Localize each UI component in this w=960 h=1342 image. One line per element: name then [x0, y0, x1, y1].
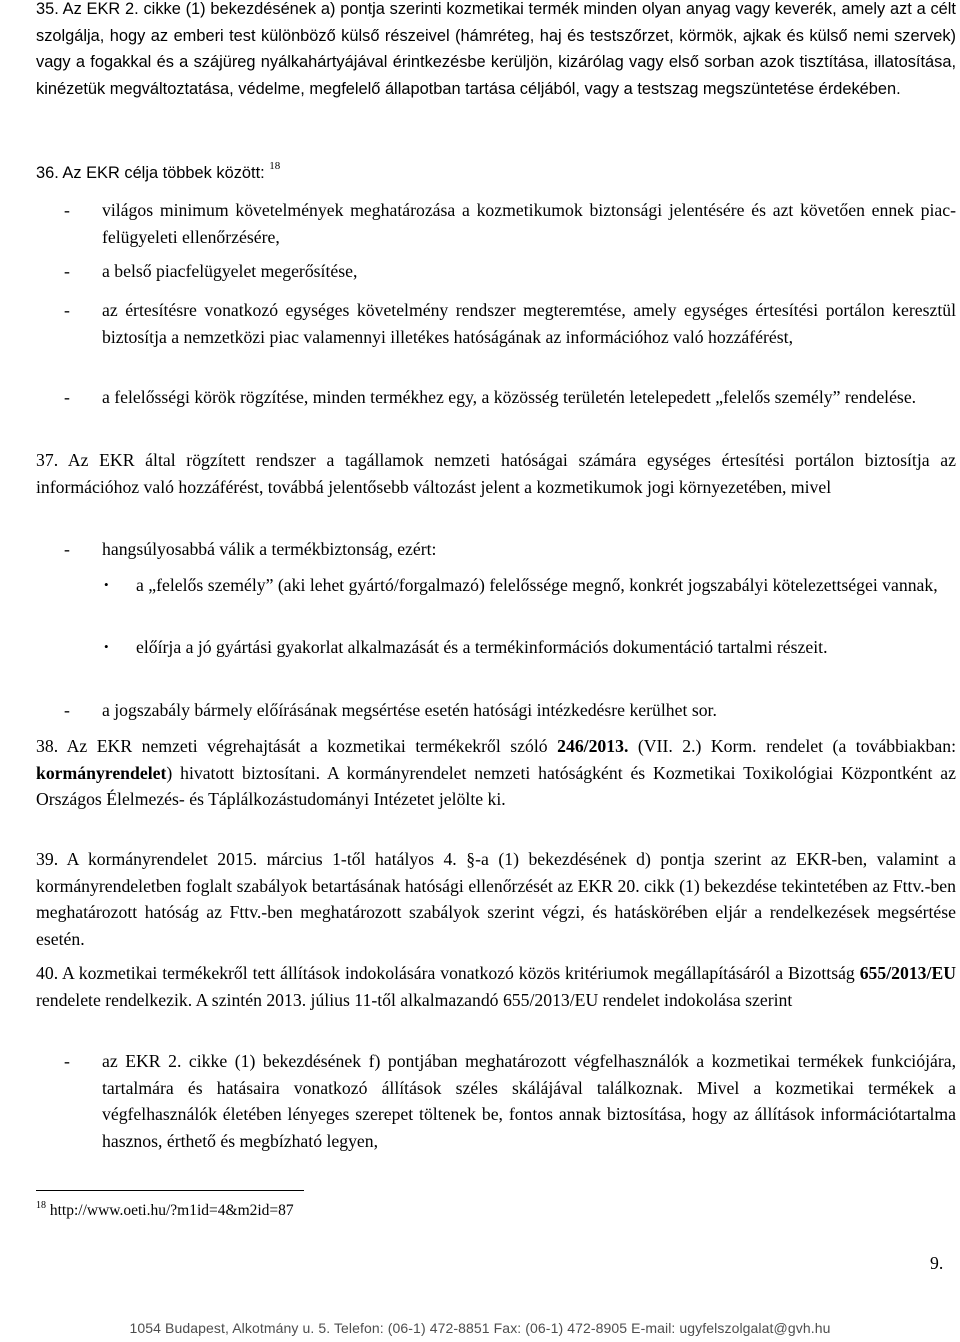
- dash-marker: -: [64, 300, 70, 320]
- footnote-divider: [36, 1190, 304, 1191]
- list-item-text: a jogszabály bármely előírásának megsértése esetén hatósági intézkedésre kerülhet sor.: [102, 700, 717, 720]
- list-item-text: hangsúlyosabbá válik a termékbiztonság, ezért:: [102, 539, 437, 559]
- footnote-link[interactable]: http://www.oeti.hu/?m1id=4&m2id=87: [49, 1202, 294, 1219]
- dash-marker: -: [64, 261, 70, 281]
- bullet-item: [104, 634, 956, 661]
- list-item: [66, 258, 956, 285]
- dash-marker: -: [64, 1051, 70, 1071]
- list-item: [66, 197, 956, 250]
- list-item-text: világos minimum követelmények meghatározása a kozmetikumok biztonsági jelentésére és azt követően ennek piac-felügyeleti ellenőrzésére,: [102, 200, 956, 247]
- list-item-text: az EKR 2. cikke (1) bekezdésének f) pontjában meghatározott végfelhasználók a kozmetikai termékek funkciójára, tartalmára és hatásaira vonatkozó állítások széles skálájával találkoznak. Mivel a kozmetikai termékek a végfelhasználók életében lényeges szerepet töltenek be, fontos annak biztosítása, hogy az állítások információtartalma hasznos, érthető és megbízható legyen,: [102, 1051, 956, 1151]
- decree-number: 246/2013.: [557, 736, 629, 756]
- bullet-marker: •: [104, 639, 109, 654]
- bullet-item-text: a „felelős személy” (aki lehet gyártó/forgalmazó) felelőssége megnő, konkrét jogszabályi kötelezettségei vannak,: [136, 575, 938, 595]
- page-number: 9.: [930, 1253, 944, 1273]
- paragraph-37-text: 37. Az EKR által rögzített rendszer a tagállamok nemzeti hatóságai számára egységes értesítési portálon biztosítja az információhoz való hozzáférést, továbbá jelentősebb változást jelent a kozmetikumok jogi környezetében, mivel: [36, 450, 956, 497]
- list-item: [66, 384, 956, 411]
- paragraph-38-text-c: (VII. 2.) Korm. rendelet (a továbbiakban:: [637, 736, 956, 756]
- paragraph-35-text: 35. Az EKR 2. cikke (1) bekezdésének a) pontja szerinti kozmetikai termék minden olyan anyag vagy keverék, amely azt a célt szolgálja, hogy az emberi test különböző külső részeivel (hámréteg, haj és testszőrzet, körmök, ajkak és külső nemi szervek) vagy a fogakkal és a szájüreg nyálkahártyájával érintkezésbe kerüljön, kizárólag vagy első sorban azok tisztítása, illatosítása, kinézetük megváltoztatása, védelme, megfelelő állapotban tartása céljából, vagy a testszag megszüntetése érdekében.: [36, 0, 956, 98]
- paragraph-35: [36, 0, 956, 102]
- dash-marker: -: [64, 200, 70, 220]
- bullet-item: [104, 572, 956, 599]
- dash-marker: -: [64, 539, 70, 559]
- footnote-reference[interactable]: 18: [269, 160, 281, 172]
- paragraph-36-heading: [36, 160, 956, 187]
- paragraph-38-text-e: ) hivatott biztosítani. A kormányrendelet nemzeti hatóságként és Kozmetikai Toxikológiai Központként az Országos Élelmezés- és Táplálkozástudományi Intézetet jelölte ki.: [36, 762, 956, 810]
- paragraph-39: [36, 846, 956, 952]
- dash-marker: -: [64, 700, 70, 720]
- list-item-text: a felelősségi körök rögzítése, minden termékhez egy, a közösség területén letelepedett „felelős személy” rendelése.: [102, 387, 917, 407]
- footnote-number: 18: [36, 1200, 46, 1211]
- regulation-number: 655/2013/EU: [859, 963, 957, 983]
- paragraph-37: [36, 447, 956, 500]
- paragraph-36-text: 36. Az EKR célja többek között:: [36, 164, 265, 182]
- list-item: [66, 536, 956, 563]
- dash-marker: -: [64, 387, 70, 407]
- paragraph-40-text-a: 40. A kozmetikai termékekről tett állítások indokolására vonatkozó közös kritériumok megállapításáról a Bizottság: [36, 963, 855, 983]
- list-item: [66, 1048, 956, 1154]
- page-footer: 1054 Budapest, Alkotmány u. 5. Telefon: (06-1) 472-8851 Fax: (06-1) 472-8905 E-mail: ugyfelszolgalat@gvh.hu: [129, 1320, 831, 1336]
- list-item-text: a belső piacfelügyelet megerősítése,: [102, 261, 358, 281]
- bullet-marker: •: [104, 577, 109, 592]
- paragraph-38: [36, 733, 956, 813]
- footnote: [36, 1201, 294, 1221]
- list-item: [66, 297, 956, 350]
- bullet-item-text: előírja a jó gyártási gyakorlat alkalmazását és a termékinformációs dokumentáció tartalmi részeit.: [136, 637, 828, 657]
- list-item-text: az értesítésre vonatkozó egységes követelmény rendszer megteremtése, amely egységes értesítési portálon keresztül biztosítja a nemzetközi piac valamennyi illetékes hatóságának az információhoz való hozzáférést,: [102, 300, 956, 347]
- paragraph-39-text: 39. A kormányrendelet 2015. március 1-től hatályos 4. §-a (1) bekezdésének d) pontja szerint az EKR-ben, valamint a kormányrendeletben foglalt szabályok betartásának hatósági ellenőrzését az EKR 20. cikk (1) bekezdése tekintetében az Fttv.-ben meghatározott hatóság az Fttv.-ben meghatározott szabályok szerint végzi, és hatáskörében eljár a rendelkezések megsértése esetén.: [36, 849, 956, 949]
- paragraph-40-text-c: rendelete rendelkezik. A szintén 2013. július 11-től alkalmazandó 655/2013/EU rendelet indokolása szerint: [36, 989, 793, 1010]
- paragraph-38-text-a: 38. Az EKR nemzeti végrehajtását a kozmetikai termékekről szóló: [36, 736, 548, 756]
- paragraph-40: [36, 960, 956, 1013]
- defined-term: kormányrendelet: [36, 762, 167, 783]
- list-item: [66, 697, 956, 724]
